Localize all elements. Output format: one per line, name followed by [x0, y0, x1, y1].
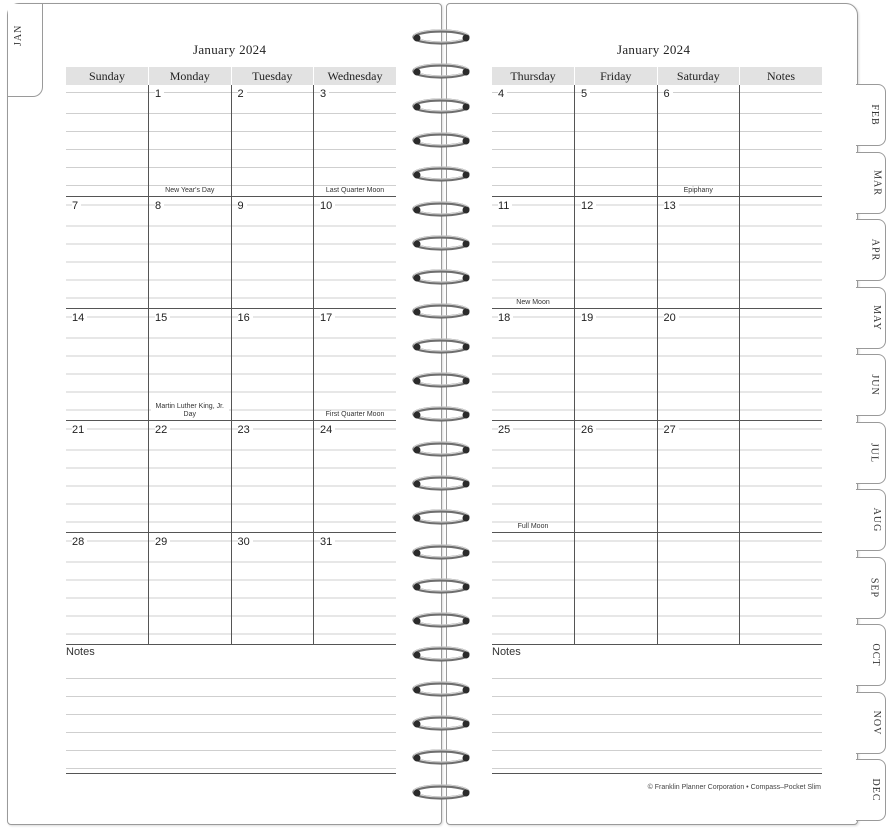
day-cell[interactable]: [66, 421, 149, 533]
day-event: First Quarter Moon: [316, 411, 394, 419]
notes-area[interactable]: [492, 661, 822, 774]
week-row: [66, 533, 396, 645]
day-cell[interactable]: [492, 85, 575, 197]
day-event: New Year's Day: [151, 187, 229, 195]
binding-ring: [409, 234, 473, 252]
day-number: 11: [498, 200, 512, 212]
day-number: 30: [238, 536, 253, 548]
month-tab-may[interactable]: [856, 287, 886, 349]
day-number: 21: [72, 424, 87, 436]
day-cell[interactable]: [149, 85, 232, 197]
left-planner-page: [7, 3, 442, 825]
month-tab-dec[interactable]: [856, 759, 886, 821]
day-cell[interactable]: [575, 85, 658, 197]
month-tab-label: FEB: [869, 104, 881, 126]
week-row: [492, 421, 822, 533]
day-cell[interactable]: [657, 197, 740, 309]
day-number: 10: [320, 200, 335, 212]
binding-ring: [409, 28, 473, 46]
month-tab-label: MAR: [871, 169, 883, 196]
day-number: 9: [238, 200, 247, 212]
month-tab-jul[interactable]: [856, 422, 886, 484]
month-tab-label: SEP: [868, 577, 880, 598]
binding-ring: [409, 577, 473, 595]
day-cell[interactable]: [149, 197, 232, 309]
day-number: 23: [238, 424, 253, 436]
weekday-header-row: [66, 67, 396, 85]
day-cell[interactable]: [657, 533, 740, 645]
weekday-header: Wednesday: [314, 67, 397, 85]
weekday-header: Tuesday: [231, 67, 314, 85]
binding-ring: [409, 97, 473, 115]
binding-ring: [409, 680, 473, 698]
weekday-header: Friday: [575, 67, 658, 85]
month-tab-label: JAN: [13, 24, 24, 46]
week-row: [66, 85, 396, 197]
month-tab-label: APR: [869, 238, 881, 262]
right-planner-page: [446, 3, 858, 825]
binding-ring: [409, 337, 473, 355]
week-row: [492, 197, 822, 309]
binding-ring: [409, 508, 473, 526]
day-event: New Moon: [494, 299, 572, 307]
binding-ring: [409, 611, 473, 629]
day-number: 2: [238, 88, 247, 100]
day-number: 7: [72, 200, 81, 212]
month-tab-label: OCT: [870, 643, 881, 667]
day-number: 19: [581, 312, 596, 324]
binding-ring: [409, 200, 473, 218]
day-cell[interactable]: [149, 533, 232, 645]
binding-ring: [409, 268, 473, 286]
day-cell[interactable]: [492, 533, 575, 645]
day-number: 22: [155, 424, 170, 436]
binding-ring: [409, 405, 473, 423]
day-cell[interactable]: [231, 421, 314, 533]
binding-ring: [409, 302, 473, 320]
day-cell[interactable]: [657, 421, 740, 533]
day-number: 20: [664, 312, 679, 324]
day-cell[interactable]: [314, 533, 397, 645]
day-cell[interactable]: [66, 197, 149, 309]
week-row: [66, 197, 396, 309]
month-tab-label: JUN: [869, 374, 881, 396]
binding-ring: [409, 714, 473, 732]
day-cell[interactable]: [314, 309, 397, 421]
month-tab-label: DEC: [870, 778, 881, 802]
day-cell[interactable]: [740, 533, 823, 645]
binding-ring: [409, 543, 473, 561]
month-tab-jan[interactable]: [8, 4, 43, 97]
binding-ring: [409, 748, 473, 766]
day-cell[interactable]: [149, 309, 232, 421]
day-number: 6: [664, 88, 673, 100]
weekday-header: Monday: [149, 67, 232, 85]
binding-ring: [409, 131, 473, 149]
calendar-grid-left: [66, 67, 396, 645]
day-event: Last Quarter Moon: [316, 187, 394, 195]
month-tab-aug[interactable]: [856, 489, 886, 551]
day-number: 25: [498, 424, 513, 436]
week-row: [492, 85, 822, 197]
day-number: 8: [155, 200, 164, 212]
month-tab-jun[interactable]: [856, 354, 886, 416]
day-number: 14: [72, 312, 87, 324]
month-tab-nov[interactable]: [856, 692, 886, 754]
day-cell[interactable]: [314, 85, 397, 197]
day-event: Epiphany: [660, 187, 738, 195]
week-row: [66, 421, 396, 533]
day-cell[interactable]: [492, 309, 575, 421]
notes-label: Notes: [66, 646, 95, 658]
day-event: Martin Luther King, Jr. Day: [151, 403, 229, 419]
day-number: 17: [320, 312, 335, 324]
weekday-header: Sunday: [66, 67, 149, 85]
month-tab-label: AUG: [870, 507, 882, 533]
day-cell[interactable]: [66, 533, 149, 645]
day-cell[interactable]: [657, 309, 740, 421]
week-row: [66, 309, 396, 421]
binding-ring: [409, 474, 473, 492]
day-number: 5: [581, 88, 590, 100]
day-cell[interactable]: [231, 197, 314, 309]
day-cell[interactable]: [314, 197, 397, 309]
day-cell[interactable]: [657, 85, 740, 197]
binding-ring: [409, 783, 473, 801]
month-tab-label: JUL: [868, 442, 880, 463]
binding-ring: [409, 62, 473, 80]
day-number: 26: [581, 424, 596, 436]
day-cell[interactable]: [740, 197, 823, 309]
day-number: 3: [320, 88, 329, 100]
day-cell[interactable]: [740, 309, 823, 421]
day-number: 4: [498, 88, 507, 100]
day-number: 28: [72, 536, 87, 548]
notes-label: Notes: [492, 646, 521, 658]
month-tab-feb[interactable]: [856, 84, 886, 146]
day-number: 16: [238, 312, 253, 324]
notes-area[interactable]: [66, 661, 396, 774]
day-cell[interactable]: [66, 309, 149, 421]
day-number: 27: [664, 424, 679, 436]
day-cell[interactable]: [231, 85, 314, 197]
day-cell[interactable]: [231, 309, 314, 421]
weekday-header-row: [492, 67, 822, 85]
day-cell[interactable]: [492, 197, 575, 309]
binding-ring: [409, 440, 473, 458]
copyright-footer: © Franklin Planner Corporation • Compass–Pocket Slim: [647, 784, 821, 791]
day-cell[interactable]: [231, 533, 314, 645]
day-cell[interactable]: [740, 421, 823, 533]
day-number: 15: [155, 312, 170, 324]
month-tab-label: MAY: [871, 304, 883, 331]
binding-ring: [409, 645, 473, 663]
month-tab-oct[interactable]: [856, 624, 886, 686]
day-cell[interactable]: [314, 421, 397, 533]
day-cell[interactable]: [575, 309, 658, 421]
month-tab-apr[interactable]: [856, 219, 886, 281]
day-cell[interactable]: [575, 197, 658, 309]
day-number: 31: [320, 536, 335, 548]
page-title: January 2024: [617, 42, 691, 57]
page-title: January 2024: [193, 42, 267, 57]
day-cell[interactable]: [575, 533, 658, 645]
week-row: [492, 533, 822, 645]
weekday-header: Saturday: [657, 67, 740, 85]
day-number: 1: [155, 88, 164, 100]
weekday-header: Notes: [740, 67, 823, 85]
calendar-grid-right: [492, 67, 822, 645]
day-cell[interactable]: [492, 421, 575, 533]
day-cell[interactable]: [740, 85, 823, 197]
day-number: 13: [664, 200, 679, 212]
week-row: [492, 309, 822, 421]
day-number: 29: [155, 536, 170, 548]
weekday-header: Thursday: [492, 67, 575, 85]
day-cell[interactable]: [575, 421, 658, 533]
day-number: 18: [498, 312, 513, 324]
binding-ring: [409, 371, 473, 389]
month-tab-mar[interactable]: [856, 152, 886, 214]
day-cell[interactable]: [66, 85, 149, 197]
day-cell[interactable]: [149, 421, 232, 533]
day-event: Full Moon: [494, 523, 572, 531]
month-tab-sep[interactable]: [856, 557, 886, 619]
binding-ring: [409, 165, 473, 183]
day-number: 24: [320, 424, 335, 436]
day-number: 12: [581, 200, 596, 212]
month-tab-label: NOV: [870, 710, 882, 735]
